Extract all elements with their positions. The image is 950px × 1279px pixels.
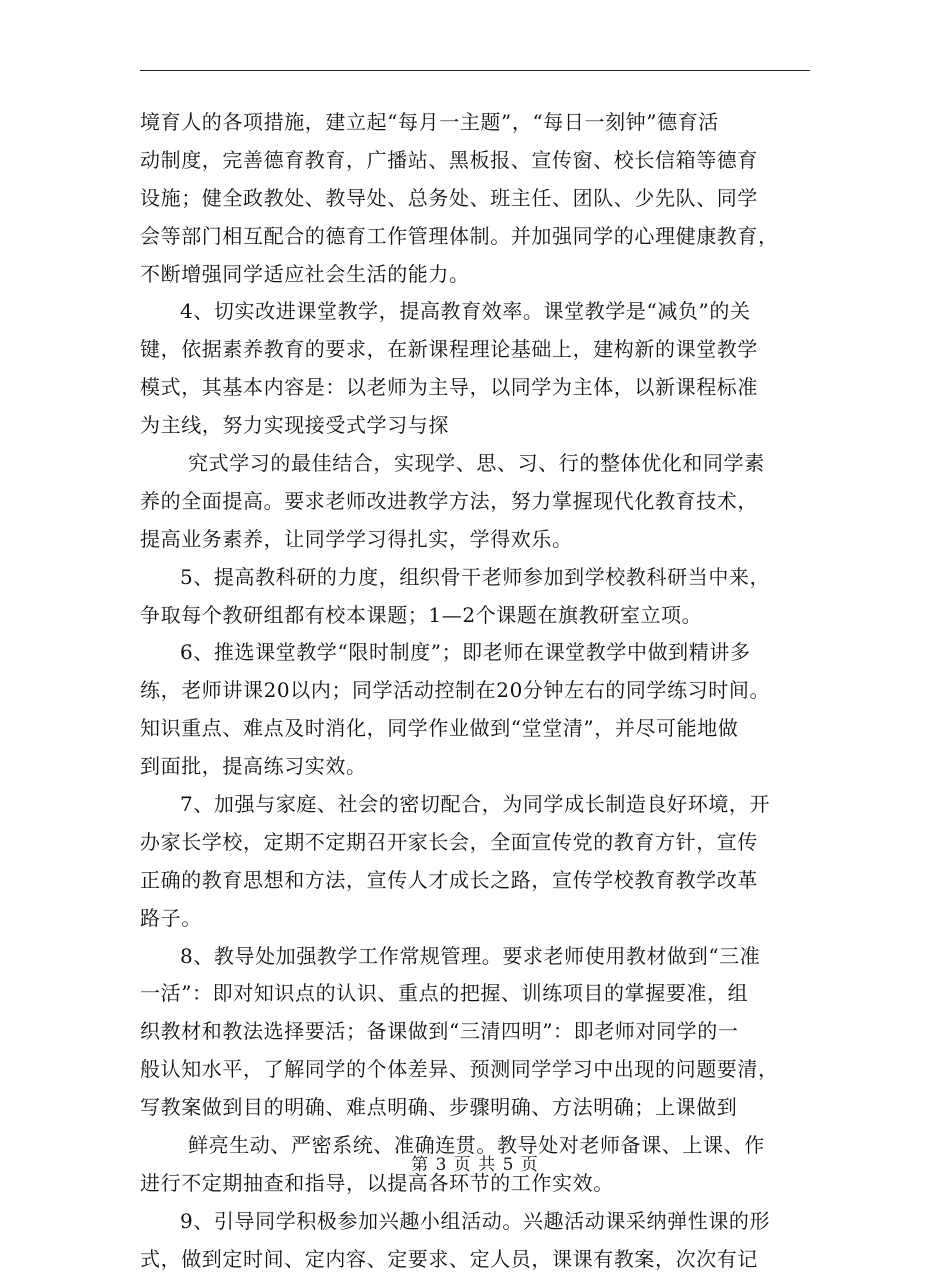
text-line: 般认知水平，了解同学的个体差异、预测同学学习中出现的问题要清， xyxy=(140,1057,779,1082)
text-line: 式，做到定时间、定内容、定要求、定人员，课课有教案，次次有记 xyxy=(140,1246,758,1271)
text-line: 争取每个教研组都有校本课题；1—2个课题在旗教研室立项。 xyxy=(140,602,703,627)
text-line: 织教材和教法选择要活；备课做到“三清四明”：即老师对同学的一 xyxy=(140,1019,739,1044)
paragraph-9-start: 9、引导同学积极参加兴趣小组活动。兴趣活动课采纳弹性课的形 xyxy=(180,1208,771,1233)
text-line: 练，老师讲课20以内；同学活动控制在20分钟左右的同学练习时间。 xyxy=(140,678,771,703)
text-line: 键，依据素养教育的要求，在新课程理论基础上，建构新的课堂教学 xyxy=(140,337,758,362)
text-line: 究式学习的最佳结合，实现学、思、习、行的整体优化和同学素 xyxy=(188,451,765,476)
text-line: 不断增强同学适应社会生活的能力。 xyxy=(140,261,470,286)
paragraph-7-start: 7、加强与家庭、社会的密切配合，为同学成长制造良好环境，开 xyxy=(180,792,771,817)
text-line: 写教案做到目的明确、难点明确、步骤明确、方法明确；上课做到 xyxy=(140,1095,738,1120)
text-line: 办家长学校，定期不定期召开家长会，全面宣传党的教育方针，宣传 xyxy=(140,829,758,854)
text-line: 知识重点、难点及时消化，同学作业做到“堂堂清”，并尽可能地做 xyxy=(140,716,739,741)
text-line: 路子。 xyxy=(140,905,202,930)
text-line: 会等部门相互配合的德育工作管理体制。并加强同学的心理健康教育， xyxy=(140,223,779,248)
text-line: 一活”：即对知识点的认识、重点的把握、训练项目的掌握要准，组 xyxy=(140,981,749,1006)
header-rule xyxy=(140,70,810,71)
text-line: 动制度，完善德育教育，广播站、黑板报、宣传窗、校长信箱等德育 xyxy=(140,147,758,172)
page-footer: 第 3 页 共 5 页 xyxy=(411,1155,539,1175)
text-line: 到面批，提高练习实效。 xyxy=(140,754,367,779)
text-line: 进行不定期抽查和指导，以提高各环节的工作实效。 xyxy=(140,1170,614,1195)
paragraph-8-start: 8、教导处加强教学工作常规管理。要求老师使用教材做到“三准 xyxy=(180,943,761,968)
paragraph-6-start: 6、推选课堂教学“限时制度”；即老师在课堂教学中做到精讲多 xyxy=(180,640,751,665)
text-line: 正确的教育思想和方法，宣传人才成长之路，宣传学校教育教学改革 xyxy=(140,867,758,892)
paragraph-5-start: 5、提高教科研的力度，组织骨干老师参加到学校教科研当中来， xyxy=(180,564,771,589)
text-line: 为主线，努力实现接受式学习与探 xyxy=(140,413,449,438)
text-line: 模式，其基本内容是：以老师为主导，以同学为主体，以新课程标准 xyxy=(140,375,758,400)
document-body xyxy=(140,104,812,1279)
text-line: 养的全面提高。要求老师改进教学方法，努力掌握现代化教育技术， xyxy=(140,488,758,513)
text-line: 提高业务素养，让同学学习得扎实，学得欢乐。 xyxy=(140,526,573,551)
text-line: 鲜亮生动、严密系统、准确连贯。教导处对老师备课、上课、作 xyxy=(188,1133,765,1158)
paragraph-4-start: 4、切实改进课堂教学，提高教育效率。课堂教学是“减负”的关 xyxy=(180,299,751,324)
text-line: 境育人的各项措施，建立起“每月一主题”，“每日一刻钟”德育活 xyxy=(140,110,719,134)
text-line: 设施；健全政教处、教导处、总务处、班主任、团队、少先队、同学 xyxy=(140,185,758,210)
